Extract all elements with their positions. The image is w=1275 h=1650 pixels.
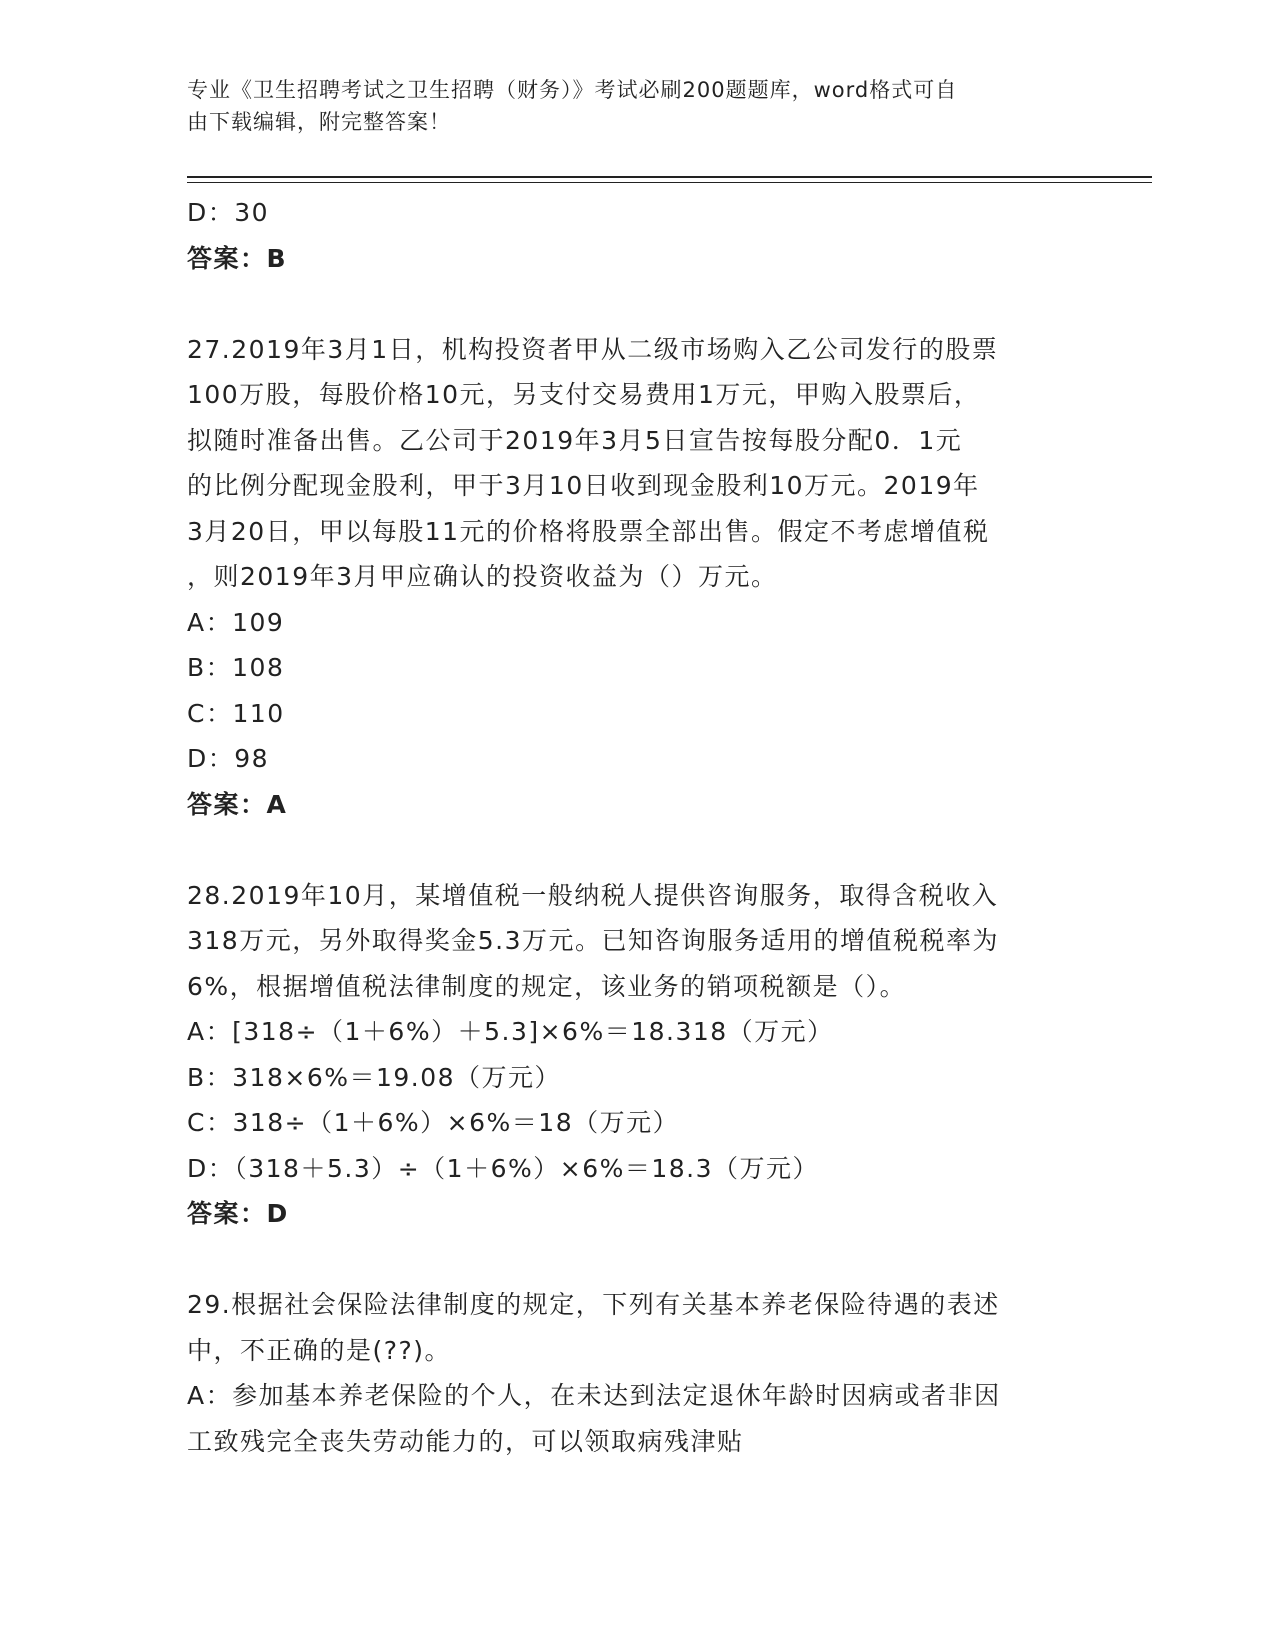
question-stem-line: 27.2019年3月1日，机构投资者甲从二级市场购入乙公司发行的股票 xyxy=(187,334,999,364)
question-29 xyxy=(187,1282,1087,1464)
option-a: A：[318÷（1＋6%）＋5.3]×6%＝18.318（万元） xyxy=(187,1017,834,1046)
spacer xyxy=(187,281,1087,327)
option-b: B：108 xyxy=(187,653,285,682)
question-stem-line: 318万元，另外取得奖金5.3万元。已知咨询服务适用的增值税税率为 xyxy=(187,926,999,955)
question-stem-line: 的比例分配现金股利，甲于3月10日收到现金股利10万元。2019年 xyxy=(187,471,980,500)
question-28 xyxy=(187,873,1087,1237)
spacer xyxy=(187,827,1087,873)
answer-line: 答案：D xyxy=(187,1199,289,1228)
question-stem-line: 6%，根据增值税法律制度的规定，该业务的销项税额是（）。 xyxy=(187,971,907,1001)
option-d: D：98 xyxy=(187,744,270,773)
question-stem-line: 29.根据社会保险法律制度的规定，下列有关基本养老保险待遇的表述 xyxy=(187,1290,1000,1319)
spacer xyxy=(187,1237,1087,1283)
question-stem-line: 中，不正确的是(??)。 xyxy=(187,1335,452,1365)
answer-line: 答案：A xyxy=(187,789,288,819)
page-header xyxy=(187,74,1087,138)
option-c: C：318÷（1＋6%）×6%＝18（万元） xyxy=(187,1108,680,1137)
question-stem-line: 拟随时准备出售。乙公司于2019年3月5日宣告按每股分配0．1元 xyxy=(187,425,963,455)
header-line-2: 由下载编辑，附完整答案！ xyxy=(187,110,451,134)
document-body xyxy=(187,190,1087,1464)
option-a-continued: 工致残完全丧失劳动能力的，可以领取病残津贴 xyxy=(187,1426,744,1456)
question-stem-line: 28.2019年10月，某增值税一般纳税人提供咨询服务，取得含税收入 xyxy=(187,880,999,910)
answer-line: 答案：B xyxy=(187,243,288,273)
header-line-1: 专业《卫生招聘考试之卫生招聘（财务）》考试必刷200题题库，word格式可自 xyxy=(187,78,958,102)
option-d: D：（318＋5.3）÷（1＋6%）×6%＝18.3（万元） xyxy=(187,1153,820,1183)
option-a: A：参加基本养老保险的个人，在未达到法定退休年龄时因病或者非因 xyxy=(187,1381,1001,1410)
question-stem-line: 100万股，每股价格10元，另支付交易费用1万元，甲购入股票后， xyxy=(187,380,981,409)
question-stem-line: 3月20日，甲以每股11元的价格将股票全部出售。假定不考虑增值税 xyxy=(187,516,990,546)
option-a: A：109 xyxy=(187,607,285,637)
option-d: D：30 xyxy=(187,198,270,227)
previous-question-tail xyxy=(187,190,1087,281)
header-divider-thick xyxy=(187,176,1152,178)
header-divider-thin xyxy=(187,182,1152,183)
question-stem-line: ，则2019年3月甲应确认的投资收益为（）万元。 xyxy=(187,562,778,591)
option-c: C：110 xyxy=(187,698,285,728)
question-27 xyxy=(187,327,1087,828)
option-b: B：318×6%＝19.08（万元） xyxy=(187,1062,562,1092)
